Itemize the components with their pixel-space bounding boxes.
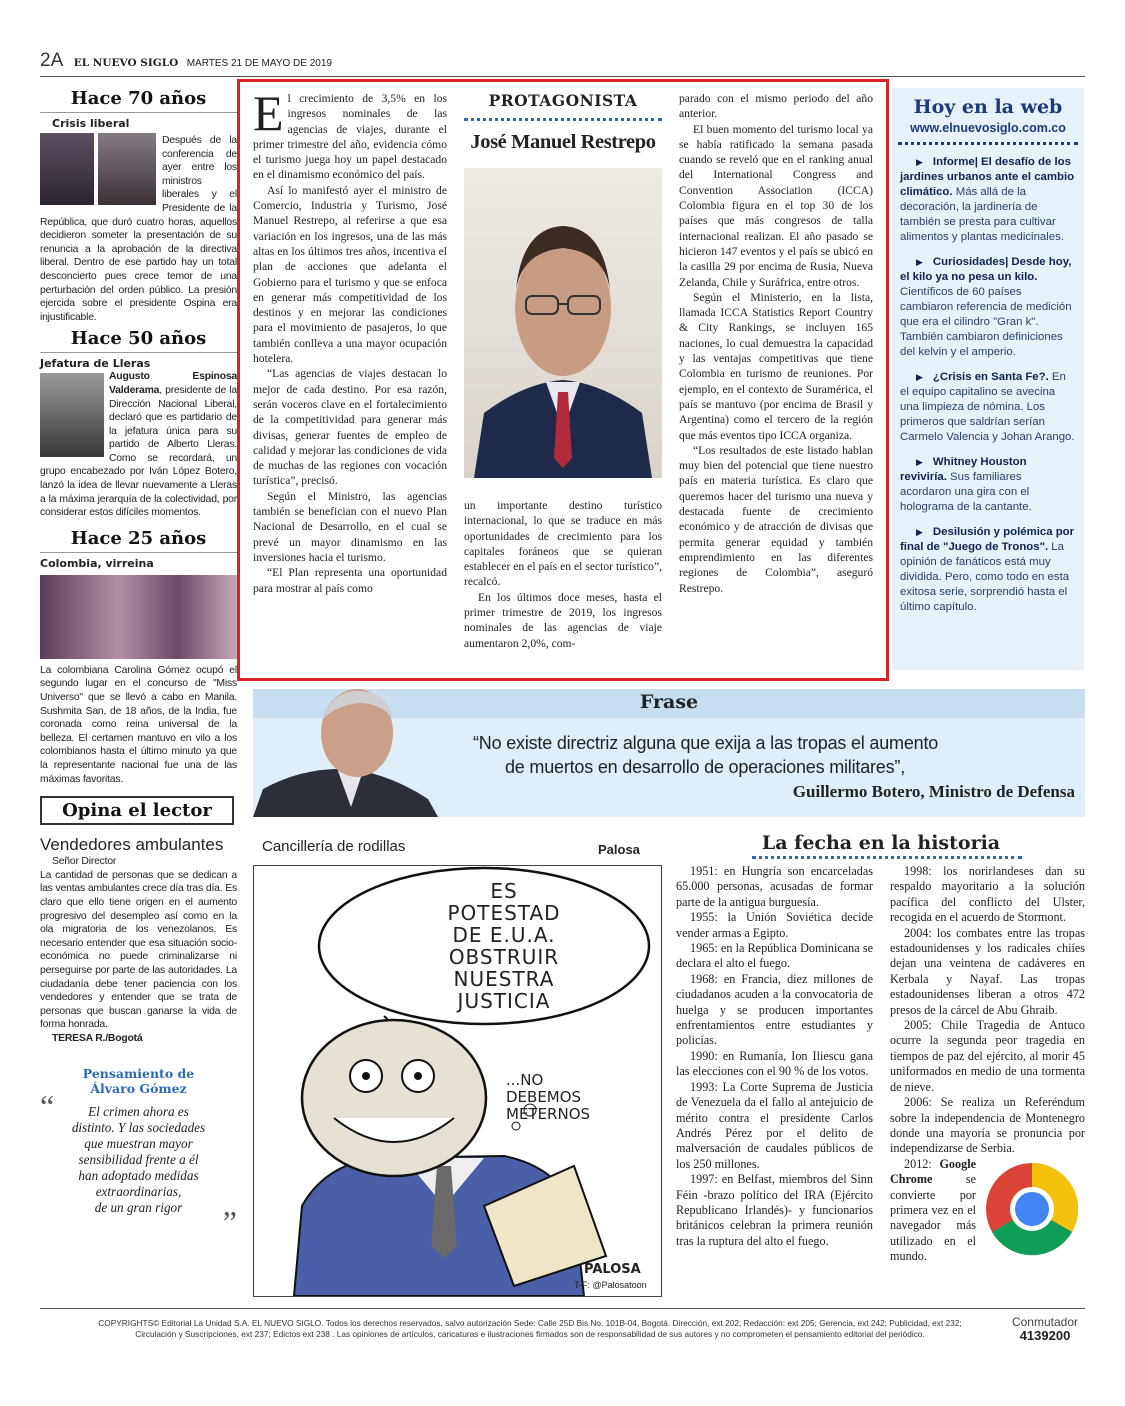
cartoon-title: Cancillería de rodillas [262,838,406,855]
cartoon-speech-bubble [424,880,584,1012]
frase-title: Frase [639,691,699,713]
left-column [40,88,237,1240]
hace-25-text: La colombiana Carolina Gómez ocupó el segundo lugar en el concurso de "Miss Universo" que se llevó a cabo en Manila. Sushmita San, de 18 años, de la India, fue coronada como reina universal de la belleza. El certamen mantuvo en vilo a los colombianos hasta el último minuto ya que la representante nacional fue una de las máximas favoritas. [40,664,237,785]
conmutador [1005,1315,1085,1343]
pensamiento-quote: “ El crimen ahora es distinto. Y las sociedades que muestran mayor sensibilidad frente a él han adoptado medidas extraordinarias, de un gran rigor ” [40,1087,237,1240]
history-title: La fecha en la historia [761,832,1001,854]
footer-line2: Circulación y Suscripciones, ext 237; Edictos ext 238 . Las opiniones de artículos, caricaturas e ilustraciones firmados son de responsabilidad de sus autores y no comprometen el pensamiento editorial del periódico. [135,1329,925,1339]
portrait-restrepo [464,168,662,478]
photo-ospina [40,133,94,205]
conmutador-label: Conmutador [1011,1315,1079,1329]
footer-text [60,1318,1000,1340]
protagonista-col2: PROTAGONISTA José Manuel Restrepo un importante destino turístico internacional, lo que se traduce en más oportunidades de crecimiento para los capitales foráneos que se quieran establecer en el país en el sector turístico”, recalcó. En los últimos doce meses, hasta el primer trimestre de 2019, los ingresos nominales de las agencias de viaje aumentaron 2,0%, com- [464,91,662,650]
arrow-icon: ▶ [916,457,923,467]
bubble-line: ES [490,879,518,903]
history-entry: 1955: la Unión Soviética decide vender armas a Egipto. [676,910,873,940]
hace-70-title: Hace 70 años [70,88,207,109]
web-item[interactable]: ▶ Curiosidades| Desde hoy, el kilo ya no pesa un kilo. Científicos de 60 países cambiaron referencia de medición que era el cilindro "Gran k". También cambiaron definiciones del kelvin y el amperio. [900,256,1072,358]
history-entry: 1951: en Hungría son encarceladas 65.000 personas, acusadas de formar parte de la antigua burguesía. [676,864,873,909]
arrow-icon: ▶ [916,157,923,167]
dotted-rule [464,118,662,121]
paper-name: EL NUEVO SIGLO [73,57,179,69]
hace-50-text: Augusto Espinosa Valderama, presidente de la Dirección Nacional Liberal, declaró que es partidario de la jefatura única para su partido de Alberto Lleras. Como se recordará, un grupo encabezado por Iván López Botero, lanzó la idea de llevar nuevamente a Lleras a la máxima jerarquía de la colectividad, por considerar estos difíciles momentos. [40,371,237,519]
web-item[interactable]: ▶ ¿Crisis en Santa Fe?. En el equipo capitalino se avecina una limpieza de nómina. Los primeros que saldrían serían Carmelo Valencia y Johan Arango. [900,371,1075,443]
history-col1 [676,864,873,1249]
footer-line1: COPYRIGHTS© Editorial La Unidad S.A. EL NUEVO SIGLO. Todos los derechos reservados, salvo autorización Sede: Calle 25D Bis No. 101B-04, Bogotá. Dirección, ext 202; Redacción: ext 205; Gerencia, ext 242; Publicidad, ext 232; [98,1318,962,1328]
protagonista-label: PROTAGONISTA [488,91,638,110]
cartoon-thought-text [506,1072,656,1123]
history-rule [752,856,1022,859]
web-url[interactable]: www.elnuevosiglo.com.co [910,121,1066,135]
history-entry: 1968: en Francia, diez millones de ciudadanos acuden a la convocatoria de huelga y se producen importantes enfrentamientos entre estudiantes y policías. [676,971,873,1048]
conmutador-number: 4139200 [1019,1328,1071,1343]
hace-70-subtitle: Crisis liberal [52,117,130,130]
protagonista-name: José Manuel Restrepo [470,131,656,153]
history-entry: 1997: en Belfast, miembros del Sinn Féin -brazo político del IRA (Ejército Republicano Irlandés)- y funcionarios británicos celebran la primera reunión tras la ruptura del alto el fuego. [676,1172,873,1248]
issue-date: MARTES 21 DE MAYO DE 2019 [186,58,332,69]
drop-cap: E [253,85,284,141]
protagonista-col1: E l crecimiento de 3,5% en los ingresos nominales de las agencias de viajes, durante el primer trimestre del año, evidencia cómo el turismo juega hoy un papel destacado en el dinamismo económico del país. Así lo manifestó ayer el ministro de Comercio, Industria y Turismo, José Manuel Restrepo, al referirse a que esa variación en los ingresos, una de las más altas en los últimos tres años, incentiva el plan de acciones que adelanta el Gobierno para el turismo y que se enfoca en generar más competitividad de los destinos y en mejorar las condiciones para el movimiento de pasajeros, lo que también conlleva a una mayor ocupación hotelera. “Las agencias de viajes destacan lo mejor de cada destino. Por esa razón, serán voceros clave en el fortalecimiento de la competitividad para generar más divisas, generar fuentes de empleo de calidad y mejorar las condiciones de vida de muchas de las regiones con vocación turística”, precisó. Según el Ministro, las agencias también se benefician con el nuevo Plan Nacional de Desarrollo, en el cual se prevé un mayor dinamismo en las inversiones hacia el turismo. “El Plan representa una oportunidad para mostrar al país como [253,85,447,595]
hace-50-title: Hace 50 años [70,328,207,350]
hace-50-lead: Augusto Espinosa Valderama [109,371,237,396]
history-entry: 1990: en Rumanía, Ion Iliescu gana las elecciones con el 90 % de los votos. [676,1048,873,1079]
web-rule [898,142,1078,145]
frase-quote: “No existe directriz alguna que exija a las tropas el aumento de muertos en desarrollo de operaciones militares”, [473,733,939,777]
history-entry: 2005: Chile Tragedia de Antuco ocurre la segunda peor tragedia en tiempos de paz del ejército, al morir 45 uniformados en medio de una tormenta de nieve. [890,1018,1085,1094]
open-quote-glyph: “ [40,1087,55,1124]
chrome-logo-icon [980,1157,1085,1262]
hace-50-subtitle: Jefatura de Lleras [40,357,151,371]
bubble-line: POTESTAD [447,901,561,925]
opina-headline: Vendedores ambulantes [40,835,224,855]
photo-miss-universo [40,575,237,659]
bubble-line: JUSTICIA [457,989,551,1013]
web-item[interactable]: ▶ Informe| El desafío de los jardines urbanos ante el cambio climático. Más allá de la decoración, la jardinería de también se presta para cultivar alimentos y plantas medicinales. [900,156,1075,243]
photo-espinosa [40,373,104,457]
bubble-line: NUESTRA [453,967,555,991]
photo-minister [98,133,156,205]
history-chrome-entry: 2012: Google Chrome se convierte por primera vez en el navegador más utilizado en el mundo. [890,1157,1085,1265]
frase-box [253,689,1085,817]
masthead-rule [40,76,1085,77]
thought-line: METERNOS [506,1105,591,1123]
photo-botero [253,689,443,817]
opina-text: La cantidad de personas que se dedican a las ventas ambulantes crece día tras día. Es claro que ello tiene origen en el aumento progresivo del desempleo así como en la ola migratoria de los venezolanos. Es necesario entender que esa situación socio-económica no puede criminalizarse ni perseguirse por parte de las autoridades. La ciudadanía debe tener paciencia con los vendedores y entender que se trata de personas que buscan ganarse la vida de forma honrada. [40,869,237,1031]
web-item[interactable]: ▶ Desilusión y polémica por final de "Juego de Tronos". La opinión de fanáticos está muy dividida. Pero, como todo en esta exitosa serie, sorprendió hasta el último capítulo. [900,526,1075,613]
pensamiento-box [40,1065,237,1240]
cartoon-signature: PALOSA [584,1262,641,1277]
footer-rule [40,1308,1085,1309]
arrow-icon: ▶ [916,372,923,382]
history-entry: 2004: los combates entre las tropas estadounidenses y los radicales chiíes dejan una veintena de cadáveres en Kerbala y Nayaf. Las tropas estadounidenses liberan a otros 472 presos de la cárcel de Abu Ghraib. [890,925,1085,1017]
history-entry: 1998: los norirlandeses dan su respaldo mayoritario a la solución pacífica del conflicto del Ulster, recogida en el acuerdo de Stormont. [890,864,1085,925]
opina-signature: TERESA R./Bogotá [52,1032,143,1044]
history-entry: 1965: en la República Dominicana se declara el alto el fuego. [676,941,873,971]
cartoon-frame [253,865,662,1297]
thought-line: DEBEMOS [506,1088,582,1106]
masthead [40,50,1085,76]
bubble-line: DE E.U.A. [452,923,556,947]
cartoon-credit: T-F: @Palosatoon [574,1280,647,1290]
frase-author: Guillermo Botero, Ministro de Defensa [792,782,1075,801]
thought-line: ...NO [506,1071,544,1089]
cartoon-author: Palosa [598,842,640,857]
hace-25-subtitle: Colombia, virreina [40,556,154,570]
bubble-line: OBSTRUIR [448,945,560,969]
hace-25-title: Hace 25 años [70,527,207,549]
web-items [892,155,1084,615]
page-number: 2A [40,50,64,71]
hace-70-photos [40,133,158,205]
web-item[interactable]: ▶ Whitney Houston reviviría. Sus familiares acordaron una gira con el holograma de la cantante. [900,456,1032,513]
history-entry: 1993: La Corte Suprema de Justicia de Venezuela da el fallo al antejuicio de mérito contra el presidente Carlos Andrés Pérez por el delito de malversación de caudales públicos de los 250 millones. [676,1079,873,1171]
history-entry: 2006: Se realiza un Referéndum sobre la independencia de Montenegro donde una mayoría se pronuncia por independizarse de Serbia. [890,1095,1085,1156]
web-title: Hoy en la web [913,96,1063,118]
arrow-icon: ▶ [916,527,923,537]
opina-title: Opina el lector [40,796,234,825]
web-box [892,88,1084,670]
history-col2 [890,864,1085,1265]
protagonista-col3: parado con el mismo periodo del año anterior. El buen momento del turismo local ya se había ratificado la semana pasada cuando se reveló que en el ranking anual del International Congress and Convention Association (ICCA) Colombia figura en el top 30 de los países que más congresos de talla internacional realizan. El año pasado se hicieron 147 eventos y el país se ubicó en la casilla 29 por encima de Rusia, Nueva Zelanda, Chile y Suráfrica, entre otros. Según el Ministerio, en la lista, llamada ICCA Statistics Report Country & City Rankings, se incluyen 165 naciones, lo cual demuestra la capacidad y las ventajas competitivas que tiene Colombia en turismo de reuniones. Por ejemplo, en el contexto de Suramérica, el país se mantuvo (por encima de Brasil y Argentina) como el tercero de la región que más eventos tipo ICCA organiza. “Los resultados de este listado hablan muy bien del potencial que tiene nuestro país en materia turística. Es claro que queremos hacer del turismo una nueva y destacada fuente de crecimiento económico y de atracción de divisas que permita generar equidad y también emprendimiento en las diferentes regiones de Colombia”, aseguró Restrepo. [679,92,873,595]
arrow-icon: ▶ [916,257,923,267]
close-quote-glyph: ” [222,1203,237,1240]
pensamiento-title: Pensamiento de Álvaro Gómez [82,1065,195,1096]
opina-salute: Señor Director [52,856,117,868]
portrait-svg [464,168,662,478]
hace-70-text: Después de la conferencia de ayer entre los ministros liberales y el Presidente de la República, que duró cuatro horas, aquellos decidieron someter la presentación de su renuncia a la aprobación de la directiva liberal. Dentro de ese partido hay un total desconcierto pues crece temor de una perturbación del orden público. La presión ejercida sobre el presidente Ospina era injustificable. [40,135,237,323]
